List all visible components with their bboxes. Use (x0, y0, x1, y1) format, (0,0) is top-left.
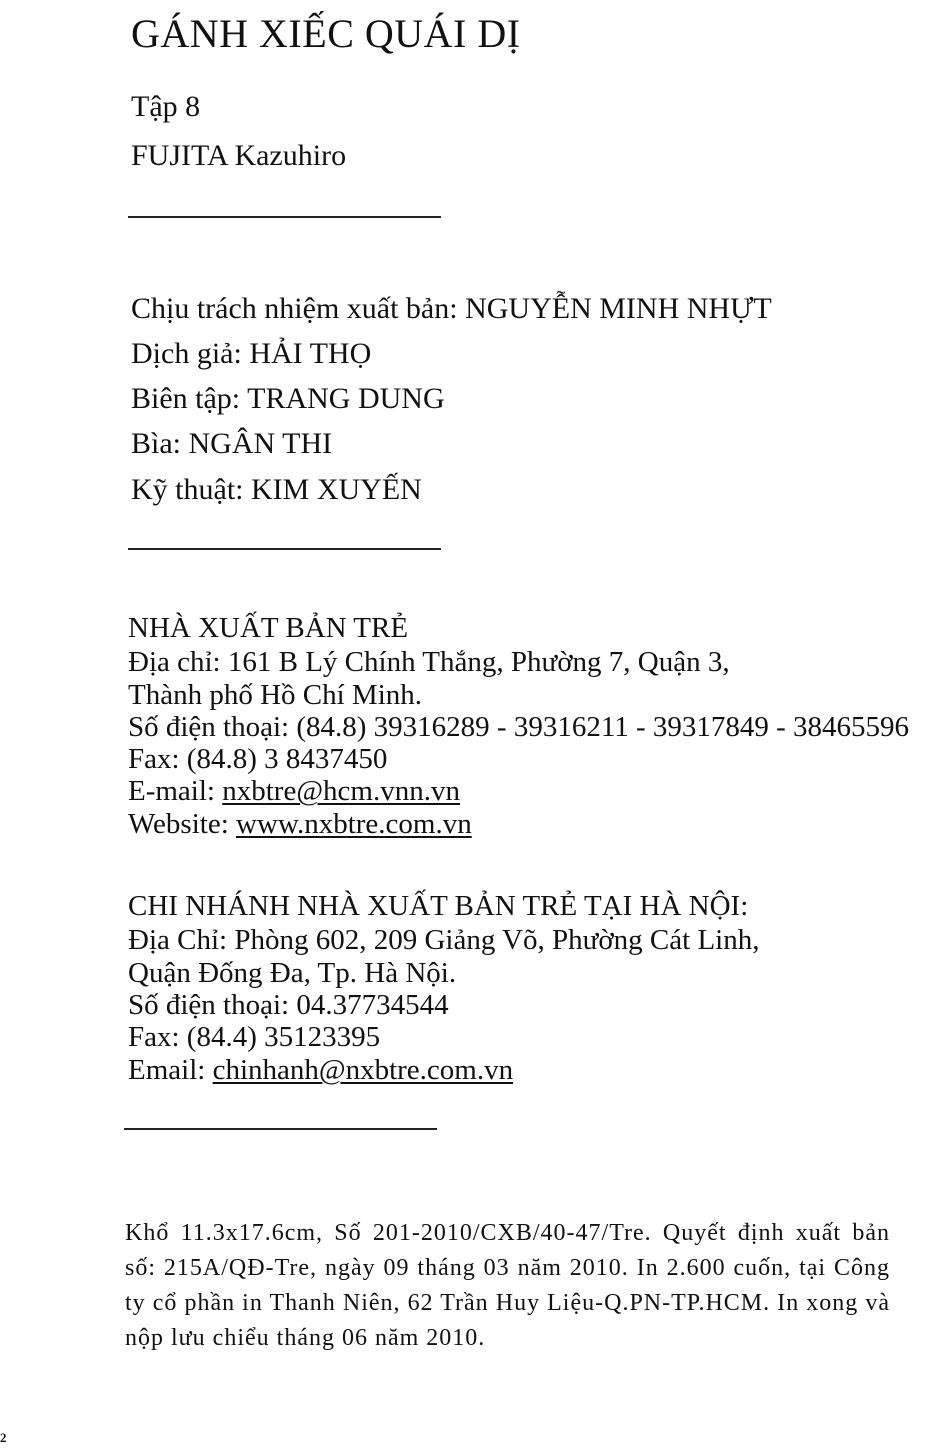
publisher-fax: Fax: (84.8) 3 8437450 (128, 743, 388, 775)
branch-address-line2: Quận Đống Đa, Tp. Hà Nội. (128, 957, 457, 989)
publisher-website-row (128, 810, 472, 839)
credit-technical (131, 475, 422, 505)
publisher-email-link[interactable]: nxbtre@hcm.vnn.vn (222, 775, 460, 807)
volume-number: Tập 8 (131, 90, 201, 123)
credit-label: Biên tập: (131, 382, 241, 415)
email-label: Email: (128, 1054, 206, 1086)
publisher-address-line2: Thành phố Hồ Chí Minh. (128, 679, 423, 711)
email-label: E-mail: (128, 775, 215, 807)
credit-value: TRANG DUNG (247, 382, 445, 415)
divider-3 (124, 1128, 437, 1130)
publisher-email-row (128, 777, 460, 806)
credit-label: Kỹ thuật: (131, 473, 244, 506)
credit-translator (131, 339, 371, 369)
credit-cover (131, 429, 332, 459)
credit-publisher-responsible (131, 294, 772, 324)
divider-1 (128, 216, 441, 218)
branch-email-row (128, 1056, 513, 1085)
credit-label: Chịu trách nhiệm xuất bản: (131, 292, 458, 325)
author-name: FUJITA Kazuhiro (131, 139, 347, 172)
credit-label: Bìa: (131, 427, 181, 460)
credit-editor (131, 384, 445, 414)
page-number: 2 (0, 1430, 7, 1445)
credit-label: Dịch giả: (131, 337, 242, 370)
publisher-website-link[interactable]: www.nxbtre.com.vn (236, 808, 472, 840)
website-label: Website: (128, 808, 229, 840)
branch-address-line1: Địa Chỉ: Phòng 602, 209 Giảng Võ, Phường Cát Linh, (128, 924, 760, 956)
branch-name: CHI NHÁNH NHÀ XUẤT BẢN TRẺ TẠI HÀ NỘI: (128, 890, 749, 922)
colophon-text: Khổ 11.3x17.6cm, Số 201-2010/CXB/40-47/Tre. Quyết định xuất bản số: 215A/QĐ-Tre, ngày 09 tháng 03 năm 2010. In 2.600 cuốn, tại Công ty cổ phần in Thanh Niên, 62 Trần Huy Liệu-Q.PN-TP.HCM. In xong và nộp lưu chiểu tháng 06 năm 2010. (125, 1220, 890, 1351)
book-title: GÁNH XIẾC QUÁI DỊ (131, 11, 521, 56)
branch-fax: Fax: (84.4) 35123395 (128, 1021, 381, 1053)
credit-value: HẢI THỌ (249, 337, 372, 370)
publisher-phone: Số điện thoại: (84.8) 39316289 - 39316211 - 39317849 - 38465596 (128, 711, 910, 743)
credit-value: NGÂN THI (188, 427, 333, 460)
branch-phone: Số điện thoại: 04.37734544 (128, 989, 449, 1021)
credit-value: KIM XUYẾN (251, 473, 422, 506)
credit-value: NGUYỄN MINH NHỰT (465, 292, 772, 325)
branch-email-link[interactable]: chinhanh@nxbtre.com.vn (212, 1054, 514, 1086)
divider-2 (128, 548, 441, 550)
publisher-address-line1: Địa chỉ: 161 B Lý Chính Thắng, Phường 7, Quận 3, (128, 646, 730, 678)
publisher-name: NHÀ XUẤT BẢN TRẺ (128, 612, 409, 644)
